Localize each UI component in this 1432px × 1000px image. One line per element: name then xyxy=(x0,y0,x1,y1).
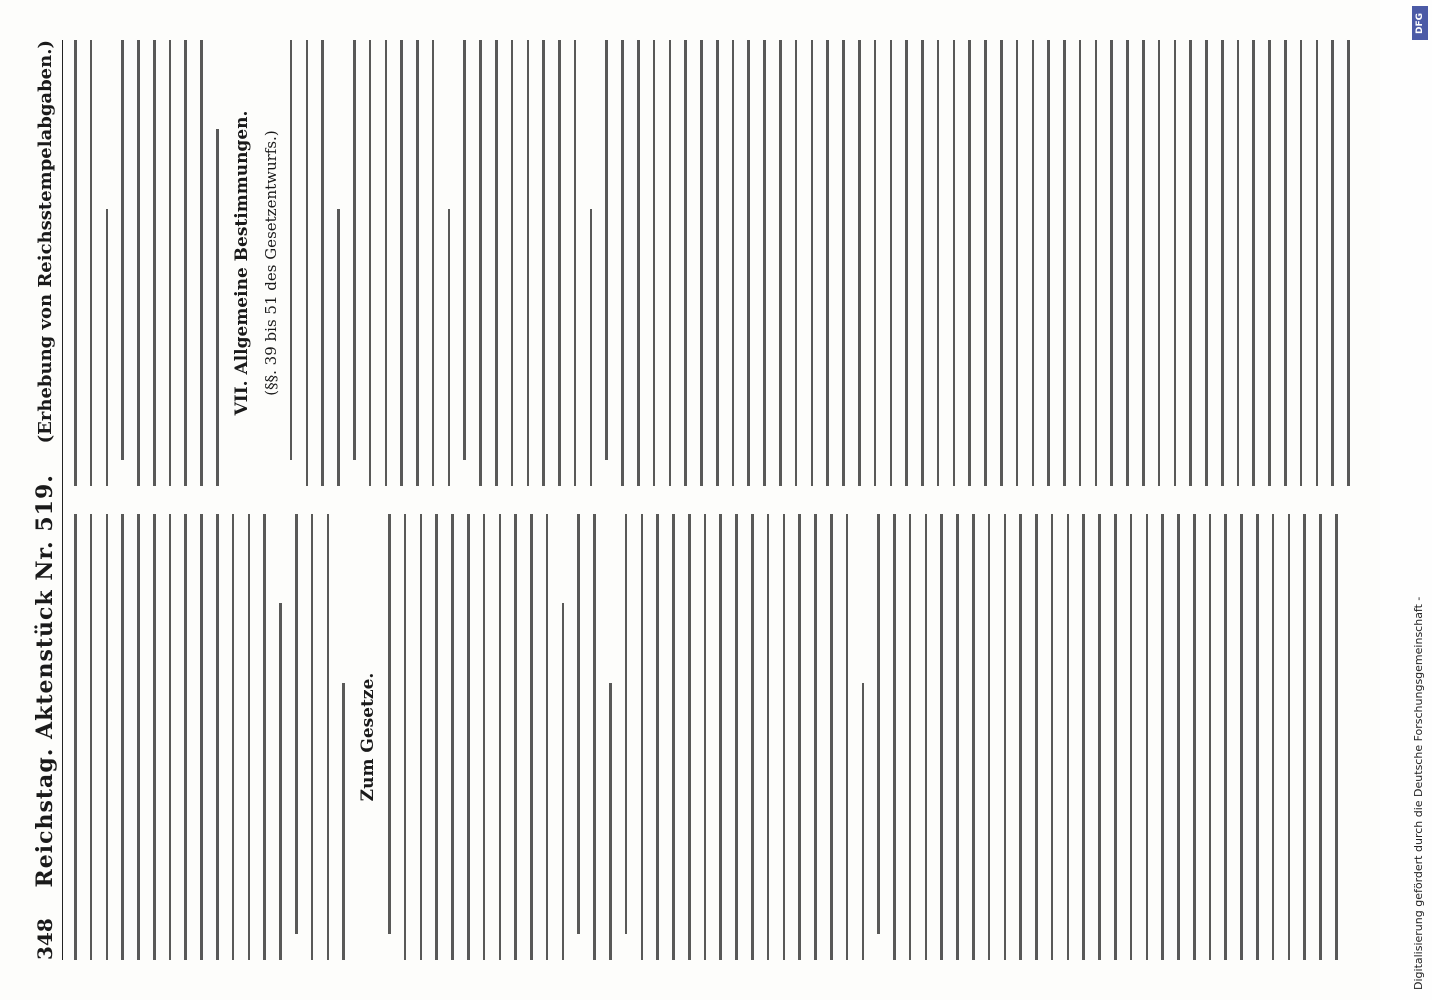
dfg-logo-icon: DFG xyxy=(1412,6,1428,40)
page-number: 348 xyxy=(33,918,57,960)
running-title: Reichstag. Aktenstück Nr. 519. xyxy=(32,474,58,888)
digitization-note: Digitalisierung gefördert durch die Deutsche Forschungsgemeinschaft - xyxy=(1412,596,1425,990)
page-header xyxy=(28,40,63,960)
section-heading-general: VII. Allgemeine Bestimmungen. xyxy=(231,110,252,416)
text-columns xyxy=(74,40,1350,960)
section-heading-zum-gesetze: Zum Gesetze. xyxy=(358,672,379,802)
left-column xyxy=(74,514,1350,960)
section-subheading-general: (§§. 39 bis 51 des Gesetzentwurfs.) xyxy=(261,130,280,396)
right-column xyxy=(74,40,1350,486)
right-running-title: (Erhebung von Reichsstempelabgaben.) xyxy=(34,40,56,444)
